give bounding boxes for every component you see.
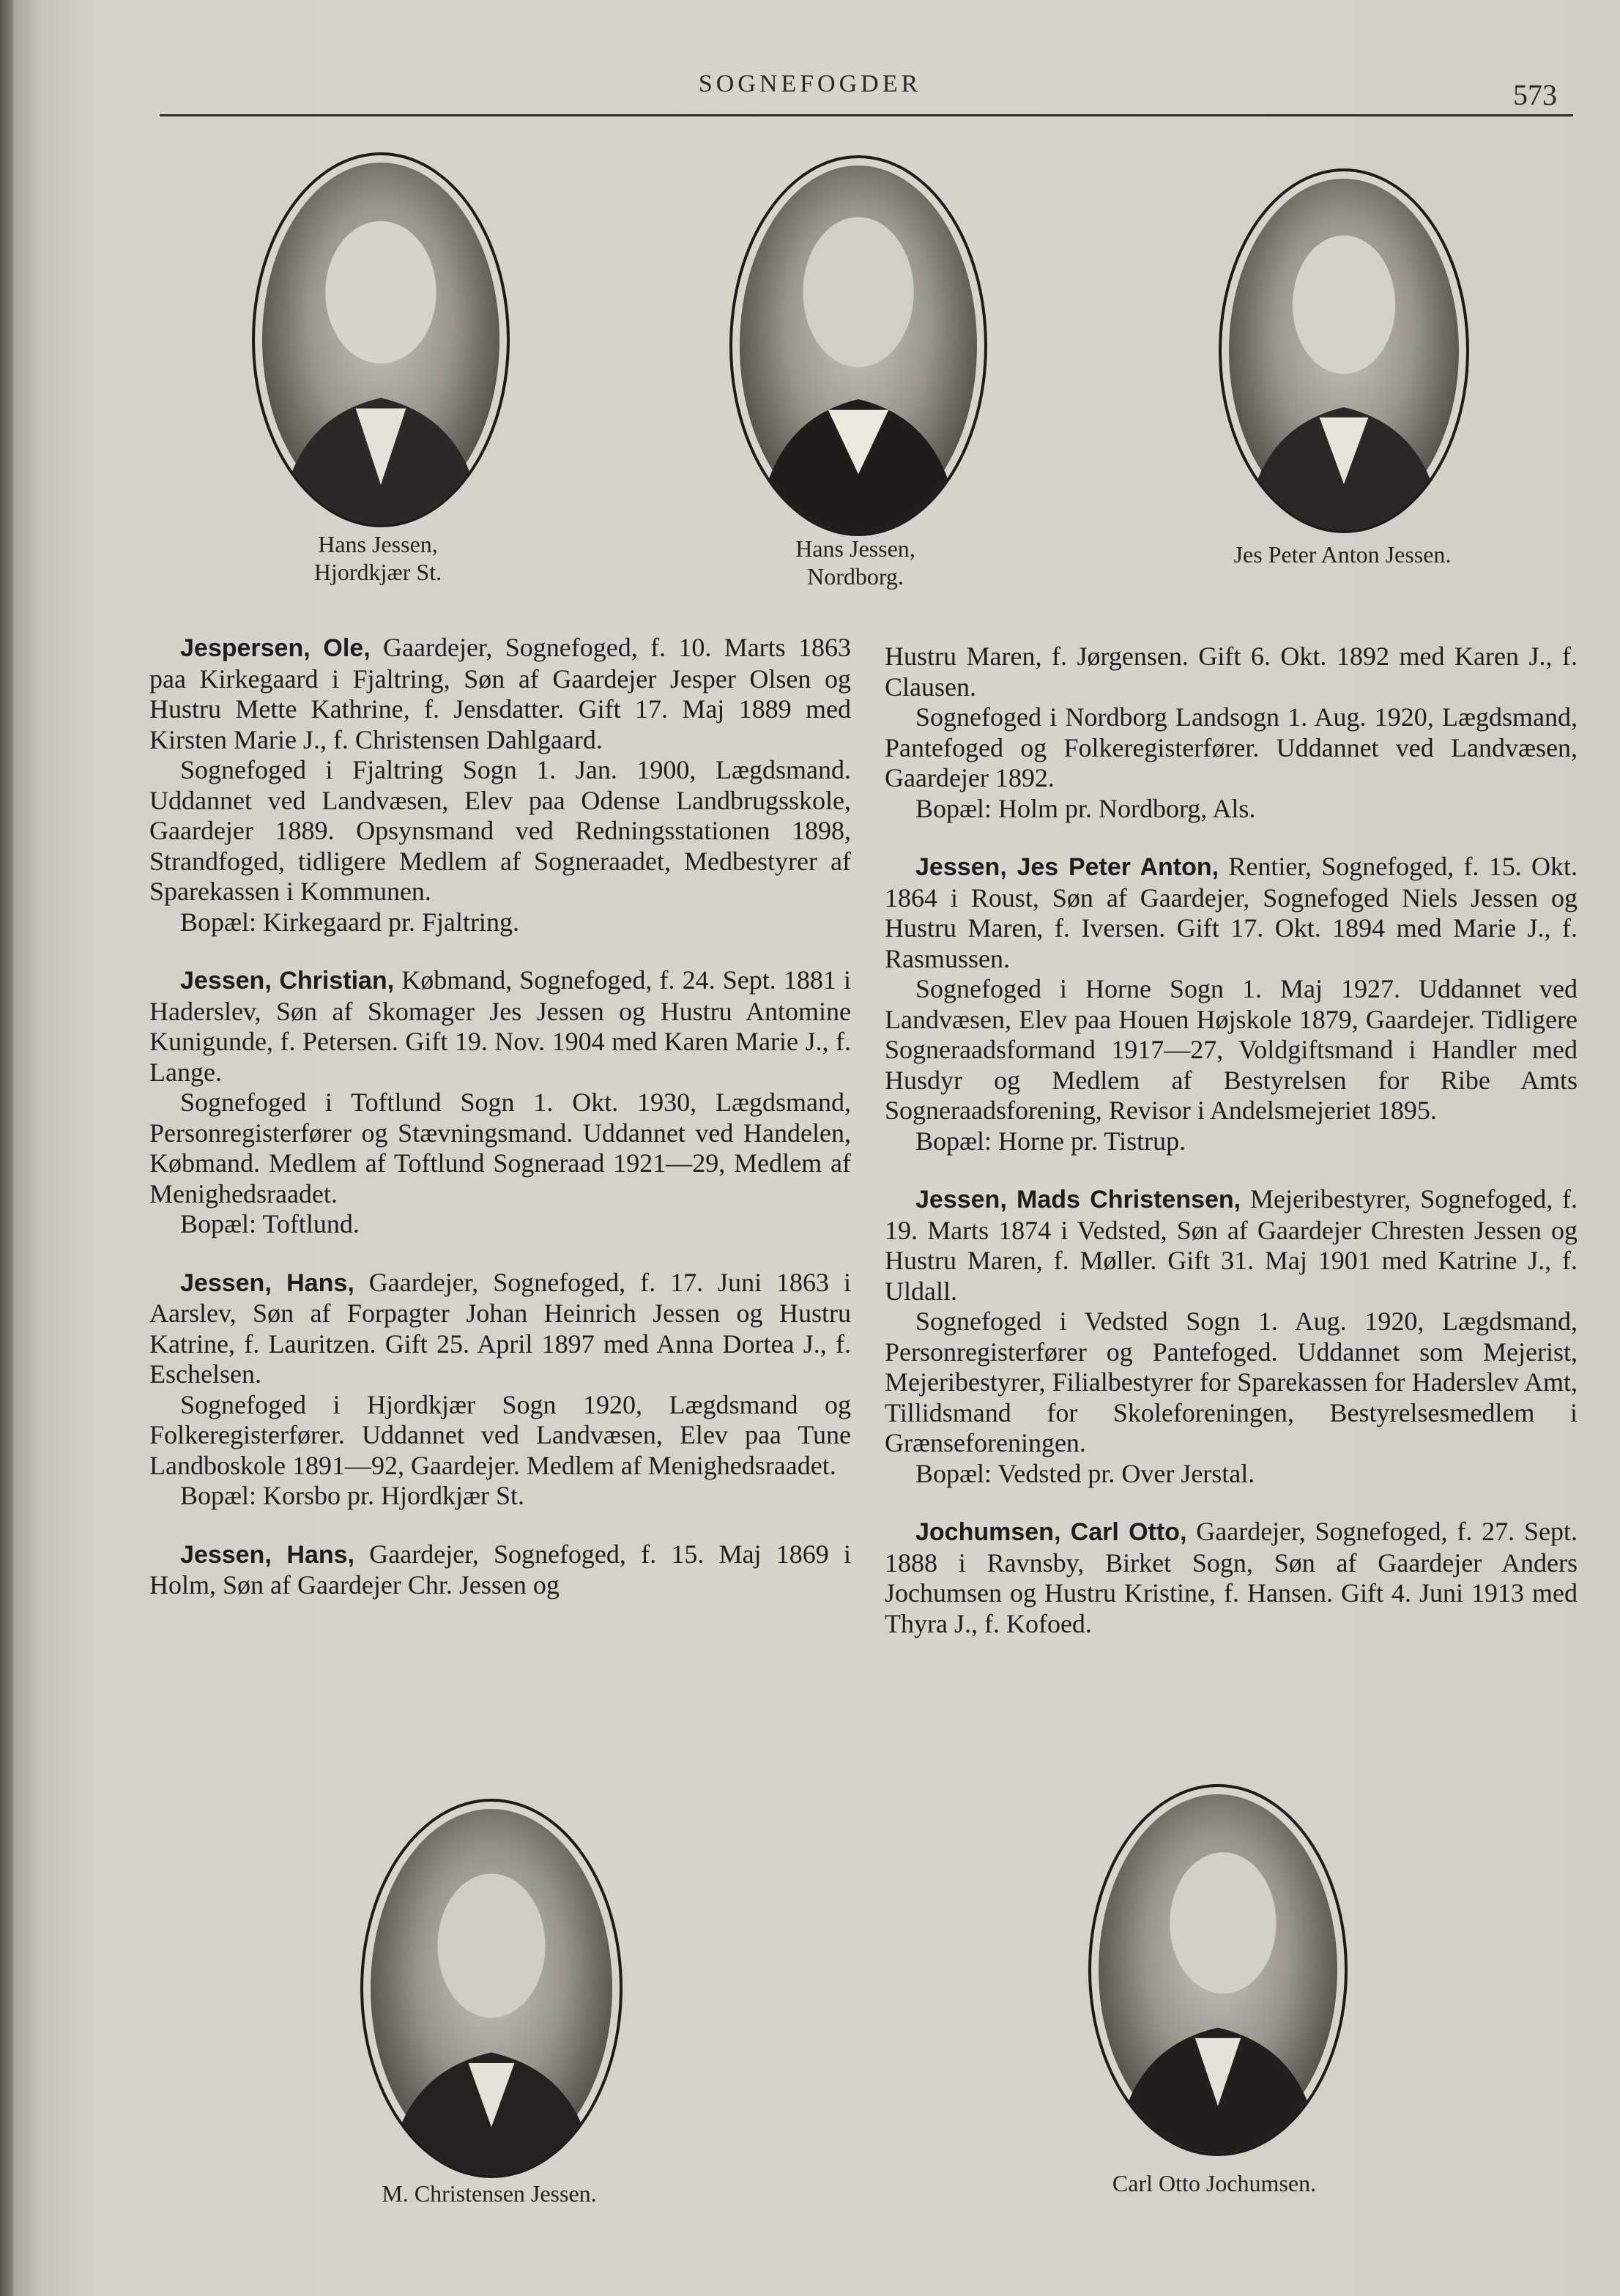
portrait-hans-jessen-hjordkjaer xyxy=(252,152,510,527)
entry-address: Bopæl: Holm pr. Nordborg, Als. xyxy=(915,793,1256,823)
entry-bio: Gaardejer, Sognefoged, f. 15. Maj 1869 i Holm, Søn af Gaardejer Chr. Jessen og xyxy=(149,1539,852,1600)
portrait-hans-jessen-nordborg xyxy=(729,155,987,536)
portrait-carl-otto-jochumsen xyxy=(1088,1784,1348,2156)
biography-entry xyxy=(885,1184,1578,1489)
header-rule xyxy=(160,114,1573,116)
portrait-caption xyxy=(1046,2169,1383,2197)
biography-entry xyxy=(149,1539,851,1601)
entry-bio: Købmand, Sognefoged, f. 24. Sept. 1881 i Haderslev, Søn af Skomager Jes Jessen og Hustru Antomine Kunigunde, f. Petersen. Gift 19. Nov. 1904 med Karen Marie J., f. Lange. xyxy=(149,965,852,1087)
entry-career: Sognefoged i Hjordkjær Sogn 1920, Lægdsmand og Folkeregisterfører. Uddannet ved Landvæsen, Elev paa Tune Landboskole 1891—92, Gaardejer. Medlem af Menighedsraadet. xyxy=(149,1389,851,1480)
biography-entry xyxy=(885,1517,1578,1639)
entry-name: Jessen, Christian, xyxy=(180,967,395,995)
entry-address: Bopæl: Korsbo pr. Hjordkjær St. xyxy=(180,1481,525,1510)
entry-bio: Gaardejer, Sognefoged, f. 17. Juni 1863 i Aarslev, Søn af Forpagter Johan Heinrich Jessen og Hustru Katrine, f. Lauritzen. Gift 25. April 1897 med Anna Dortea J., f. Eschelsen. xyxy=(149,1267,852,1389)
entry-name: Jessen, Mads Christensen, xyxy=(915,1186,1241,1214)
entry-bio: Gaardejer, Sognefoged, f. 27. Sept. 1888 i Ravnsby, Birket Sogn, Søn af Gaardejer Anders Jochumsen og Hustru Kristine, f. Hansen. Gift 4. Juni 1913 med Thyra J., f. Kofoed. xyxy=(885,1517,1578,1638)
entry-address: Bopæl: Kirkegaard pr. Fjaltring. xyxy=(180,907,519,937)
entry-name: Jessen, Hans, xyxy=(180,1540,355,1569)
entry-name: Jessen, Jes Peter Anton, xyxy=(915,853,1219,881)
entry-career: Sognefoged i Horne Sogn 1. Maj 1927. Uddannet ved Landvæsen, Elev paa Houen Højskole 1879, Gaardejer. Tidligere Sogneraadsformand 1917—27, Voldgiftsmand i Handler med Husdyr og Medlem af Bestyrelsen for Ribe Amts Sogneraadsforening, Revisor i Andelsmejeriet 1895. xyxy=(885,974,1578,1125)
entry-bio: Rentier, Sognefoged, f. 15. Okt. 1864 i Roust, Søn af Gaardejer, Sognefoged Niels Jessen og Hustru Maren, f. Iversen. Gift 17. Okt. 1894 med Marie J., f. Rasmussen. xyxy=(885,852,1578,973)
portrait-jes-peter-anton-jessen xyxy=(1219,168,1469,533)
caption-line: Nordborg. xyxy=(807,563,904,590)
text-column-right xyxy=(885,642,1578,1639)
caption-line: M. Christensen Jessen. xyxy=(382,2180,597,2207)
portrait-m-christensen-jessen xyxy=(360,1799,623,2178)
biography-entry xyxy=(149,965,851,1240)
biography-entry xyxy=(149,1268,851,1512)
entry-name: Jessen, Hans, xyxy=(180,1268,354,1297)
entry-bio: Mejeribestyrer, Sognefoged, f. 19. Marts 1874 i Vedsted, Søn af Gaardejer Chresten Jessen og Hustru Maren, f. Møller. Gift 31. Maj 1901 med Katrine J., f. Uldall. xyxy=(885,1184,1578,1306)
biography-entry xyxy=(885,852,1578,1156)
biography-entry xyxy=(149,633,851,937)
book-spine-shadow xyxy=(0,0,13,2296)
caption-line: Hans Jessen, xyxy=(318,531,438,557)
entry-address: Bopæl: Toftlund. xyxy=(180,1209,360,1238)
portrait-caption xyxy=(246,530,510,586)
portrait-caption xyxy=(724,535,987,590)
entry-career: Sognefoged i Toftlund Sogn 1. Okt. 1930, Lægdsmand, Personregisterfører og Stævningsmand. Uddannet ved Handelen, Købmand. Medlem af Toftlund Sogneraad 1921—29, Medlem af Menighedsraadet. xyxy=(149,1088,851,1208)
biography-entry-continued xyxy=(885,642,1578,824)
running-head: SOGNEFOGDER xyxy=(698,70,922,97)
portrait-caption xyxy=(1156,540,1529,568)
book-page xyxy=(13,0,1620,2296)
entry-address: Bopæl: Vedsted pr. Over Jerstal. xyxy=(915,1458,1255,1488)
entry-bio: Hustru Maren, f. Jørgensen. Gift 6. Okt. 1892 med Karen J., f. Clausen. xyxy=(885,642,1578,702)
page-number: 573 xyxy=(1513,78,1557,111)
entry-career: Sognefoged i Vedsted Sogn 1. Aug. 1920, Lægdsmand, Personregisterfører og Pantefoged. Uddannet som Mejerist, Mejeribestyrer, Filialbestyrer for Sparekassen for Haderslev Amt, Tillidsmand for Skoleforeningen, Bestyrelsesmedlem i Grænseforeningen. xyxy=(885,1307,1578,1457)
entry-name: Jespersen, Ole, xyxy=(180,634,371,662)
entry-name: Jochumsen, Carl Otto, xyxy=(915,1518,1187,1546)
entry-career: Sognefoged i Fjaltring Sogn 1. Jan. 1900, Lægdsmand. Uddannet ved Landvæsen, Elev paa Odense Landbrugsskole, Gaardejer 1889. Opsynsmand ved Redningsstationen 1898, Strandfoged, tidligere Medlem af Sogneraadet, Medbestyrer af Sparekassen i Kommunen. xyxy=(149,755,851,906)
caption-line: Carl Otto Jochumsen. xyxy=(1112,2170,1317,2196)
caption-line: Hjordkjær St. xyxy=(313,559,442,585)
entry-career: Sognefoged i Nordborg Landsogn 1. Aug. 1920, Lægdsmand, Pantefoged og Folkeregisterfører. Uddannet ved Landvæsen, Gaardejer 1892. xyxy=(885,702,1578,792)
entry-bio: Gaardejer, Sognefoged, f. 10. Marts 1863 paa Kirkegaard i Fjaltring, Søn af Gaardejer Jesper Olsen og Hustru Mette Kathrine, f. Jensdatter. Gift 17. Maj 1889 med Kirsten Marie J., f. Christensen Dahlgaard. xyxy=(149,633,851,754)
text-column-left xyxy=(149,633,851,1601)
caption-line: Hans Jessen, xyxy=(795,535,915,562)
portrait-caption xyxy=(321,2180,658,2207)
caption-line: Jes Peter Anton Jessen. xyxy=(1233,541,1452,568)
entry-address: Bopæl: Horne pr. Tistrup. xyxy=(915,1126,1186,1156)
